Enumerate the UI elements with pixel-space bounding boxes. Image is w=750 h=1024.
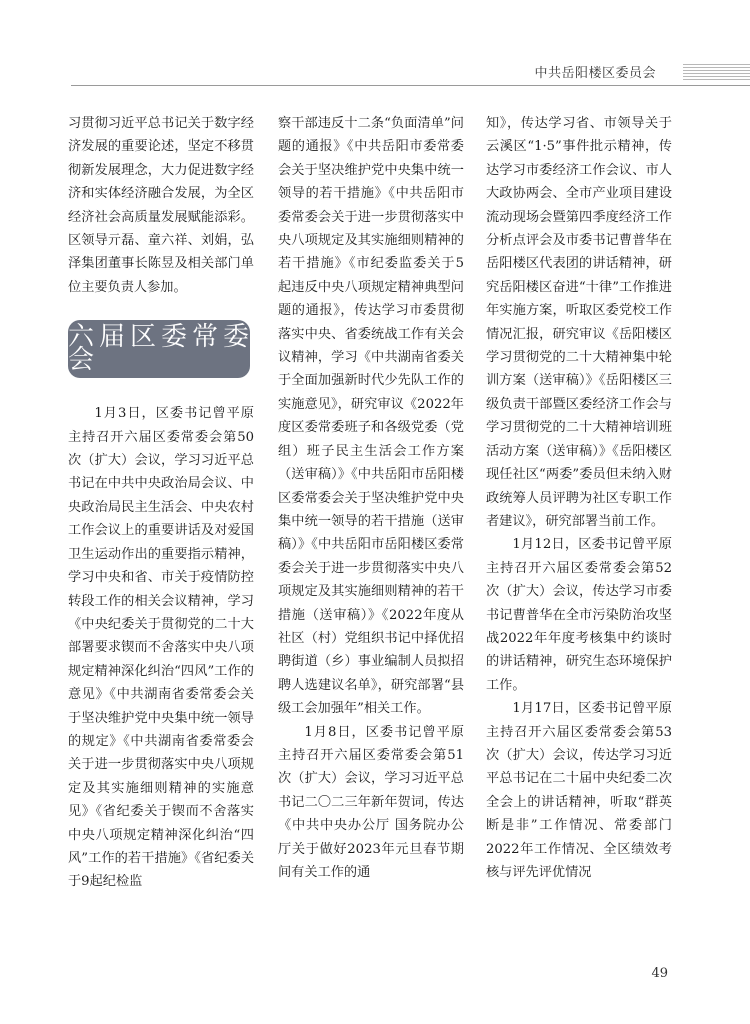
paragraph-jan3: 1月3日，区委书记曾平原主持召开六届区委常委会第50次（扩大）会议，学习习近平总书记在中共中央政治局会议、中央政治局民主生活会、中央农村工作会议上的重要讲话及对爱国卫生运动作出的重要指示精神，学习中央和省、市关于疫情防控转段工作的相关会议精神，学习《中央纪委关于贯彻党的二十大部署要求锲而不舍落实中央八项规定精神深化纠治“四风”工作的意见》《中共湖南省委常委会关于坚决维护党中央集中统一领导的规定》《中共湖南省委常委会关于进一步贯彻落实中央八项规定及其实施细则精神的实施意见》《省纪委关于锲而不舍落实中央八项规定精神深化纠治“四风”工作的若干措施》《省纪委关于9起纪检监 (68, 406, 254, 890)
paragraph-jan8: 1月8日，区委书记曾平原主持召开六届区委常委会第51次（扩大）会议，学习习近平总书记二〇二三年新年贺词，传达《中共中央办公厅 国务院办公厅关于做好2023年元旦春节期间有关工作的通 (278, 724, 464, 880)
text-column-1 (68, 112, 254, 894)
text-column-2 (278, 112, 464, 884)
running-header-title: 中共岳阳楼区委员会 (534, 66, 656, 81)
paragraph-jan8-continued: 知》，传达学习省、市领导关于云溪区“1·5”事件批示精神，传达学习市委经济工作会议、市人大政协两会、全市产业项目建设流动现场会暨第四季度经济工作分析点评会及市委书记曹普华在岳阳楼区代表团的讲话精神，研究岳阳楼区奋进“十律”工作推进年实施方案，听取区委党校工作情况汇报，研究审议《岳阳楼区学习贯彻党的二十大精神集中轮训方案（送审稿）》《岳阳楼区三级负责干部暨区委经济工作会与学习贯彻党的二十大精神培训班活动方案（送审稿）》《岳阳楼区现任社区“两委”委员但未纳入财政统筹人员评聘为社区专职工作者建议》，研究部署当前工作。 (486, 116, 672, 529)
paragraph-jan3-continued: 察干部违反十二条“负面清单”问题的通报》《中共岳阳市委常委会关于坚决维护党中央集中统一领导的若干措施》《中共岳阳市委常委会关于进一步贯彻落实中央八项规定及其实施细则精神的若干措施》《市纪委监委关于5起违反中央八项规定精神典型问题的通报》，传达学习市委贯彻落实中央、省委统战工作有关会议精神，学习《中共湖南省委关于全面加强新时代少先队工作的实施意见》，研究审议《2022年度区委常委班子和各级党委（党组）班子民主生活会工作方案（送审稿）》《中共岳阳市岳阳楼区委常委会关于坚决维护党中央集中统一领导的若干措施（送审稿）》《中共岳阳市岳阳楼区委常委会关于进一步贯彻落实中央八项规定及其实施细则精神的若干措施（送审稿）》《2022年度从社区（村）党组织书记中择优招聘街道（乡）事业编制人员拟招聘人选建议名单》，研究部署“县级工会加强年”相关工作。 (278, 116, 464, 717)
page-number: 49 (651, 966, 668, 981)
paragraph-intro-continued: 习贯彻习近平总书记关于数字经济发展的重要论述，坚定不移贯彻新发展理念，大力促进数字经济和实体经济融合发展，为全区经济社会高质量发展赋能添彩。区领导亓磊、童六祥、刘娟，弘泽集团董事长陈昱及相关部门单位主要负责人参加。 (68, 116, 254, 295)
section-heading: 六届区委常委会 (68, 320, 250, 378)
text-column-3 (486, 112, 672, 884)
paragraph-jan17: 1月17日，区委书记曾平原主持召开六届区委常委会第53次（扩大）会议，传达学习习近平总书记在二十届中央纪委二次全会上的讲话精神，听取“群英断是非”工作情况、常委部门2022年工作情况、全区绩效考核与评先评优情况 (486, 701, 672, 880)
header-decorative-lines (683, 64, 750, 80)
paragraph-jan12: 1月12日，区委书记曾平原主持召开六届区委常委会第52次（扩大）会议，传达学习市委书记曹普华在全市污染防治攻坚战2022年年度考核集中约谈时的讲话精神，研究生态环境保护工作。 (486, 537, 672, 693)
header-rule (71, 85, 750, 86)
